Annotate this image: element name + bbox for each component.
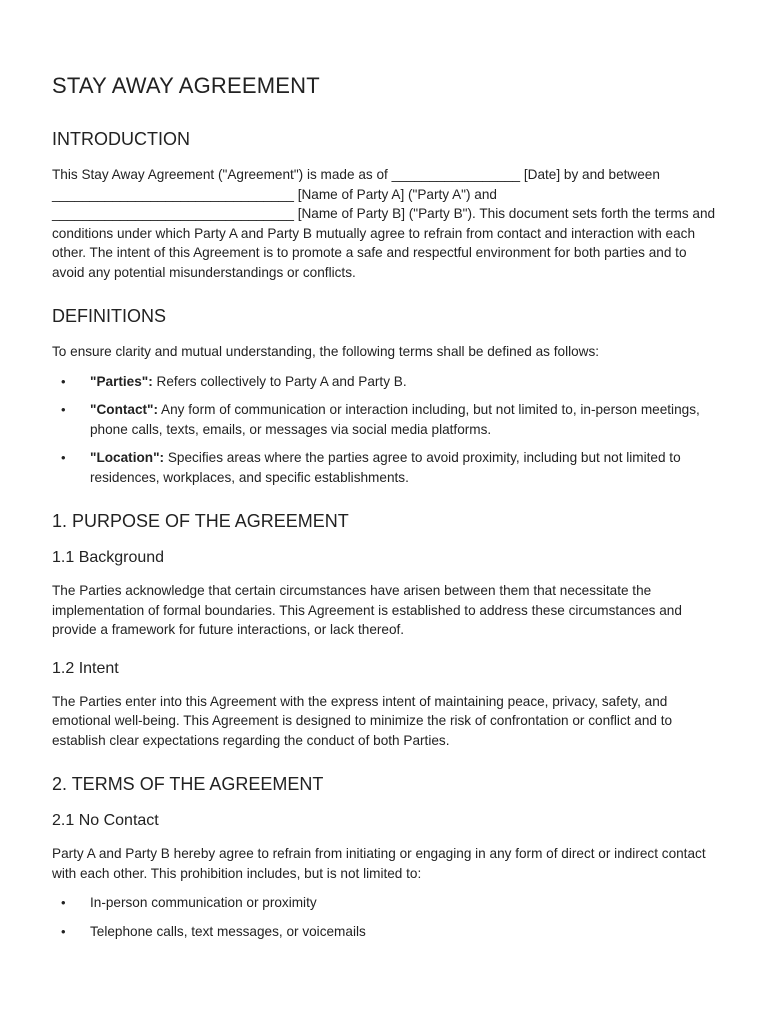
intent-heading: 1.2 Intent	[52, 659, 119, 677]
bullet-icon: •	[61, 450, 66, 465]
background-heading: 1.1 Background	[52, 549, 165, 566]
definition-text: Refers collectively to Party A and Party B.	[152, 373, 407, 389]
definition-text: Specifies areas where the parties agree to avoid proximity, including but not limited to residences, workplaces, and specific establishments.	[90, 450, 681, 485]
background-text: The Parties acknowledge that certain circumstances have arisen between them that necessitate the implementation of formal boundaries. This Agreement is established to address these circumstances and provide a framework for future interactions, or lack thereof.	[52, 583, 682, 637]
definitions-section	[52, 304, 718, 487]
terms-heading: 2. TERMS OF THE AGREEMENT	[52, 774, 324, 794]
definition-term: "Contact":	[90, 402, 159, 417]
bullet-icon: •	[61, 923, 66, 939]
list-item	[52, 448, 718, 487]
definitions-intro: To ensure clarity and mutual understanding, the following terms shall be defined as follows:	[52, 344, 600, 359]
bullet-icon: •	[61, 895, 66, 910]
purpose-section	[52, 509, 718, 750]
bullet-icon: •	[61, 402, 66, 417]
no-contact-list	[52, 893, 718, 941]
list-item	[52, 893, 718, 913]
intent-text: The Parties enter into this Agreement with the express intent of maintaining peace, privacy, safety, and emotional well-being. This Agreement is designed to minimize the risk of confrontation or conflict and to establish clear expectations regarding the conduct of both Parties.	[52, 693, 673, 748]
list-item	[52, 922, 718, 942]
definition-term: "Parties":	[90, 373, 153, 389]
list-item	[52, 372, 718, 392]
definition-term: "Location":	[90, 450, 165, 465]
terms-section	[52, 772, 718, 941]
purpose-heading: 1. PURPOSE OF THE AGREEMENT	[52, 511, 349, 531]
definitions-list	[52, 372, 718, 488]
no-contact-heading: 2.1 No Contact	[52, 812, 159, 829]
introduction-section	[52, 127, 718, 282]
list-item-text: In-person communication or proximity	[90, 895, 317, 910]
introduction-heading: INTRODUCTION	[52, 129, 190, 149]
document-title: STAY AWAY AGREEMENT	[52, 73, 320, 98]
bullet-icon: •	[61, 373, 66, 389]
definition-text: Any form of communication or interaction including, but not limited to, in-person meetings, phone calls, texts, emails, or messages via social media platforms.	[90, 402, 700, 437]
no-contact-text: Party A and Party B hereby agree to refrain from initiating or engaging in any form of direct or indirect contact with each other. This prohibition includes, but is not limited to:	[52, 846, 706, 881]
list-item-text: Telephone calls, text messages, or voicemails	[90, 923, 366, 939]
background-subsection	[52, 547, 718, 640]
definitions-heading: DEFINITIONS	[52, 306, 167, 326]
list-item	[52, 400, 718, 439]
intent-subsection	[52, 658, 718, 751]
no-contact-subsection	[52, 810, 718, 941]
introduction-text: This Stay Away Agreement ("Agreement") is made as of _________________ [Date] by and between ________________________________ [Name of Party A] ("Party A") and ________________________________ [Name of Party B] ("Party B"). This document sets forth the terms and conditions under which Party A and Party B mutually agree to refrain from contact and interaction with each other. The intent of this Agreement is to promote a safe and respectful environment for both parties and to avoid any potential misunderstandings or conflicts.	[52, 167, 716, 280]
